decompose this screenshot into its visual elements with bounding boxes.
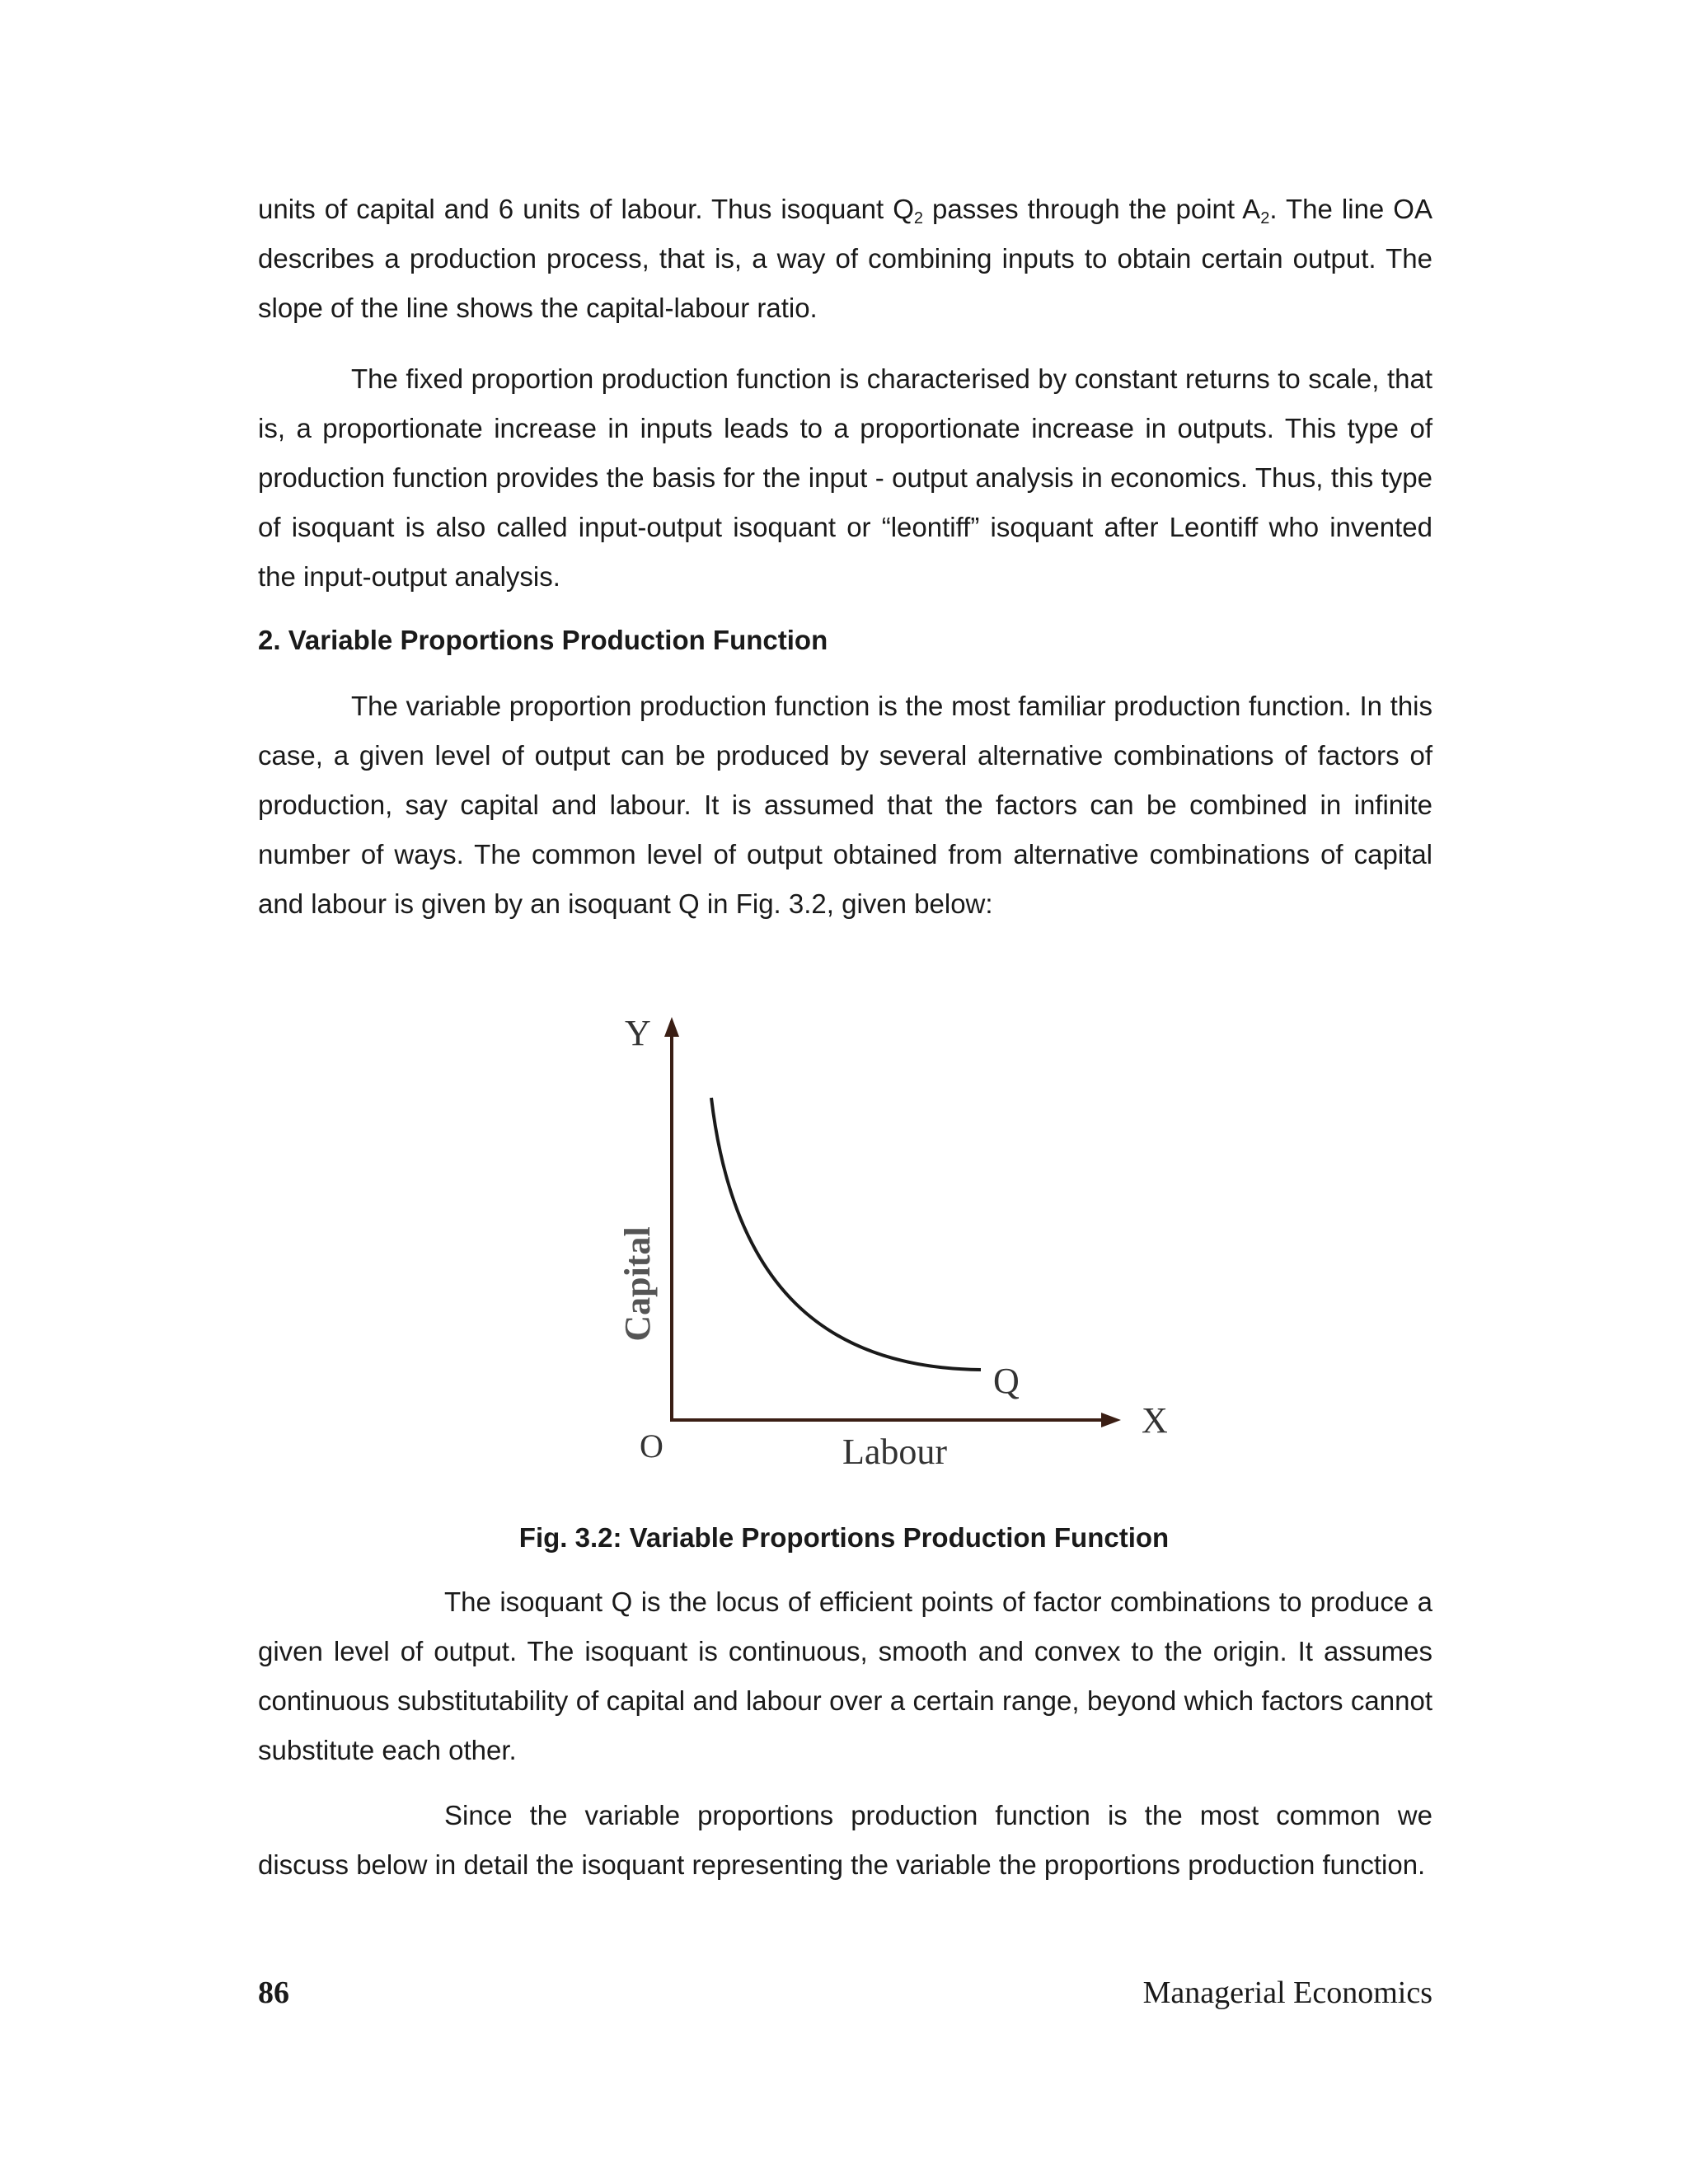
y-axis-letter: Y [625,1013,651,1053]
figure-caption: Fig. 3.2: Variable Proportions Production Function [518,1522,1170,1553]
paragraph-3: The variable proportion production function is the most familiar production function. In this case, a given level of output can be produced by several alternative combinations of factors of production, say capital and labour. It is assumed that the factors can be combined in infinite number of ways. The common level of output obtained from alternative combinations of capital and labour is given by an isoquant Q in Fig. 3.2, given below: [258,691,1432,919]
isoquant-diagram [577,1005,1203,1516]
subscript: 2 [1260,209,1270,227]
section-heading: 2. Variable Proportions Production Function [258,625,828,655]
paragraph-1: units of capital and 6 units of labour. Thus isoquant $Q_2$ passes through the point $A_2$. The line OA describes a production process, that is, a way of combining inputs to obtain certain output. The slope of the line shows the capital-labour ratio. [258,194,1432,323]
paragraph-4: The isoquant Q is the locus of efficient points of factor combinations to produce a given level of output. The isoquant is continuous, smooth and convex to the origin. It assumes continuous substitutability of capital and labour over a certain range, beyond which factors cannot substitute each other. [258,1586,1432,1765]
subscript: 2 [913,209,923,227]
y-axis-arrow [664,1017,679,1037]
y-axis-title: Capital [617,1226,658,1342]
curve-label-q: Q [993,1361,1020,1401]
page-number: 86 [258,1975,289,2010]
origin-label: O [640,1427,663,1465]
x-axis-title: Labour [842,1432,948,1472]
x-axis-letter: X [1142,1400,1168,1441]
paragraph-2: The fixed proportion production function is characterised by constant returns to scale, that is, a proportionate increase in inputs leads to a proportionate increase in outputs. This type of production function provides the basis for the input - output analysis in economics. Thus, this type of isoquant is also called input-output isoquant or “leontiff” isoquant after Leontiff who invented the input-output analysis. [258,363,1432,592]
paragraph-5: Since the variable proportions production function is the most common we discuss below in detail the isoquant representing the variable the proportions production function. [258,1800,1432,1880]
book-title: Managerial Economics [1142,1975,1432,2010]
isoquant-curve [711,1098,981,1370]
x-axis-arrow [1101,1413,1121,1427]
isoquant-figure [577,1005,1203,1516]
